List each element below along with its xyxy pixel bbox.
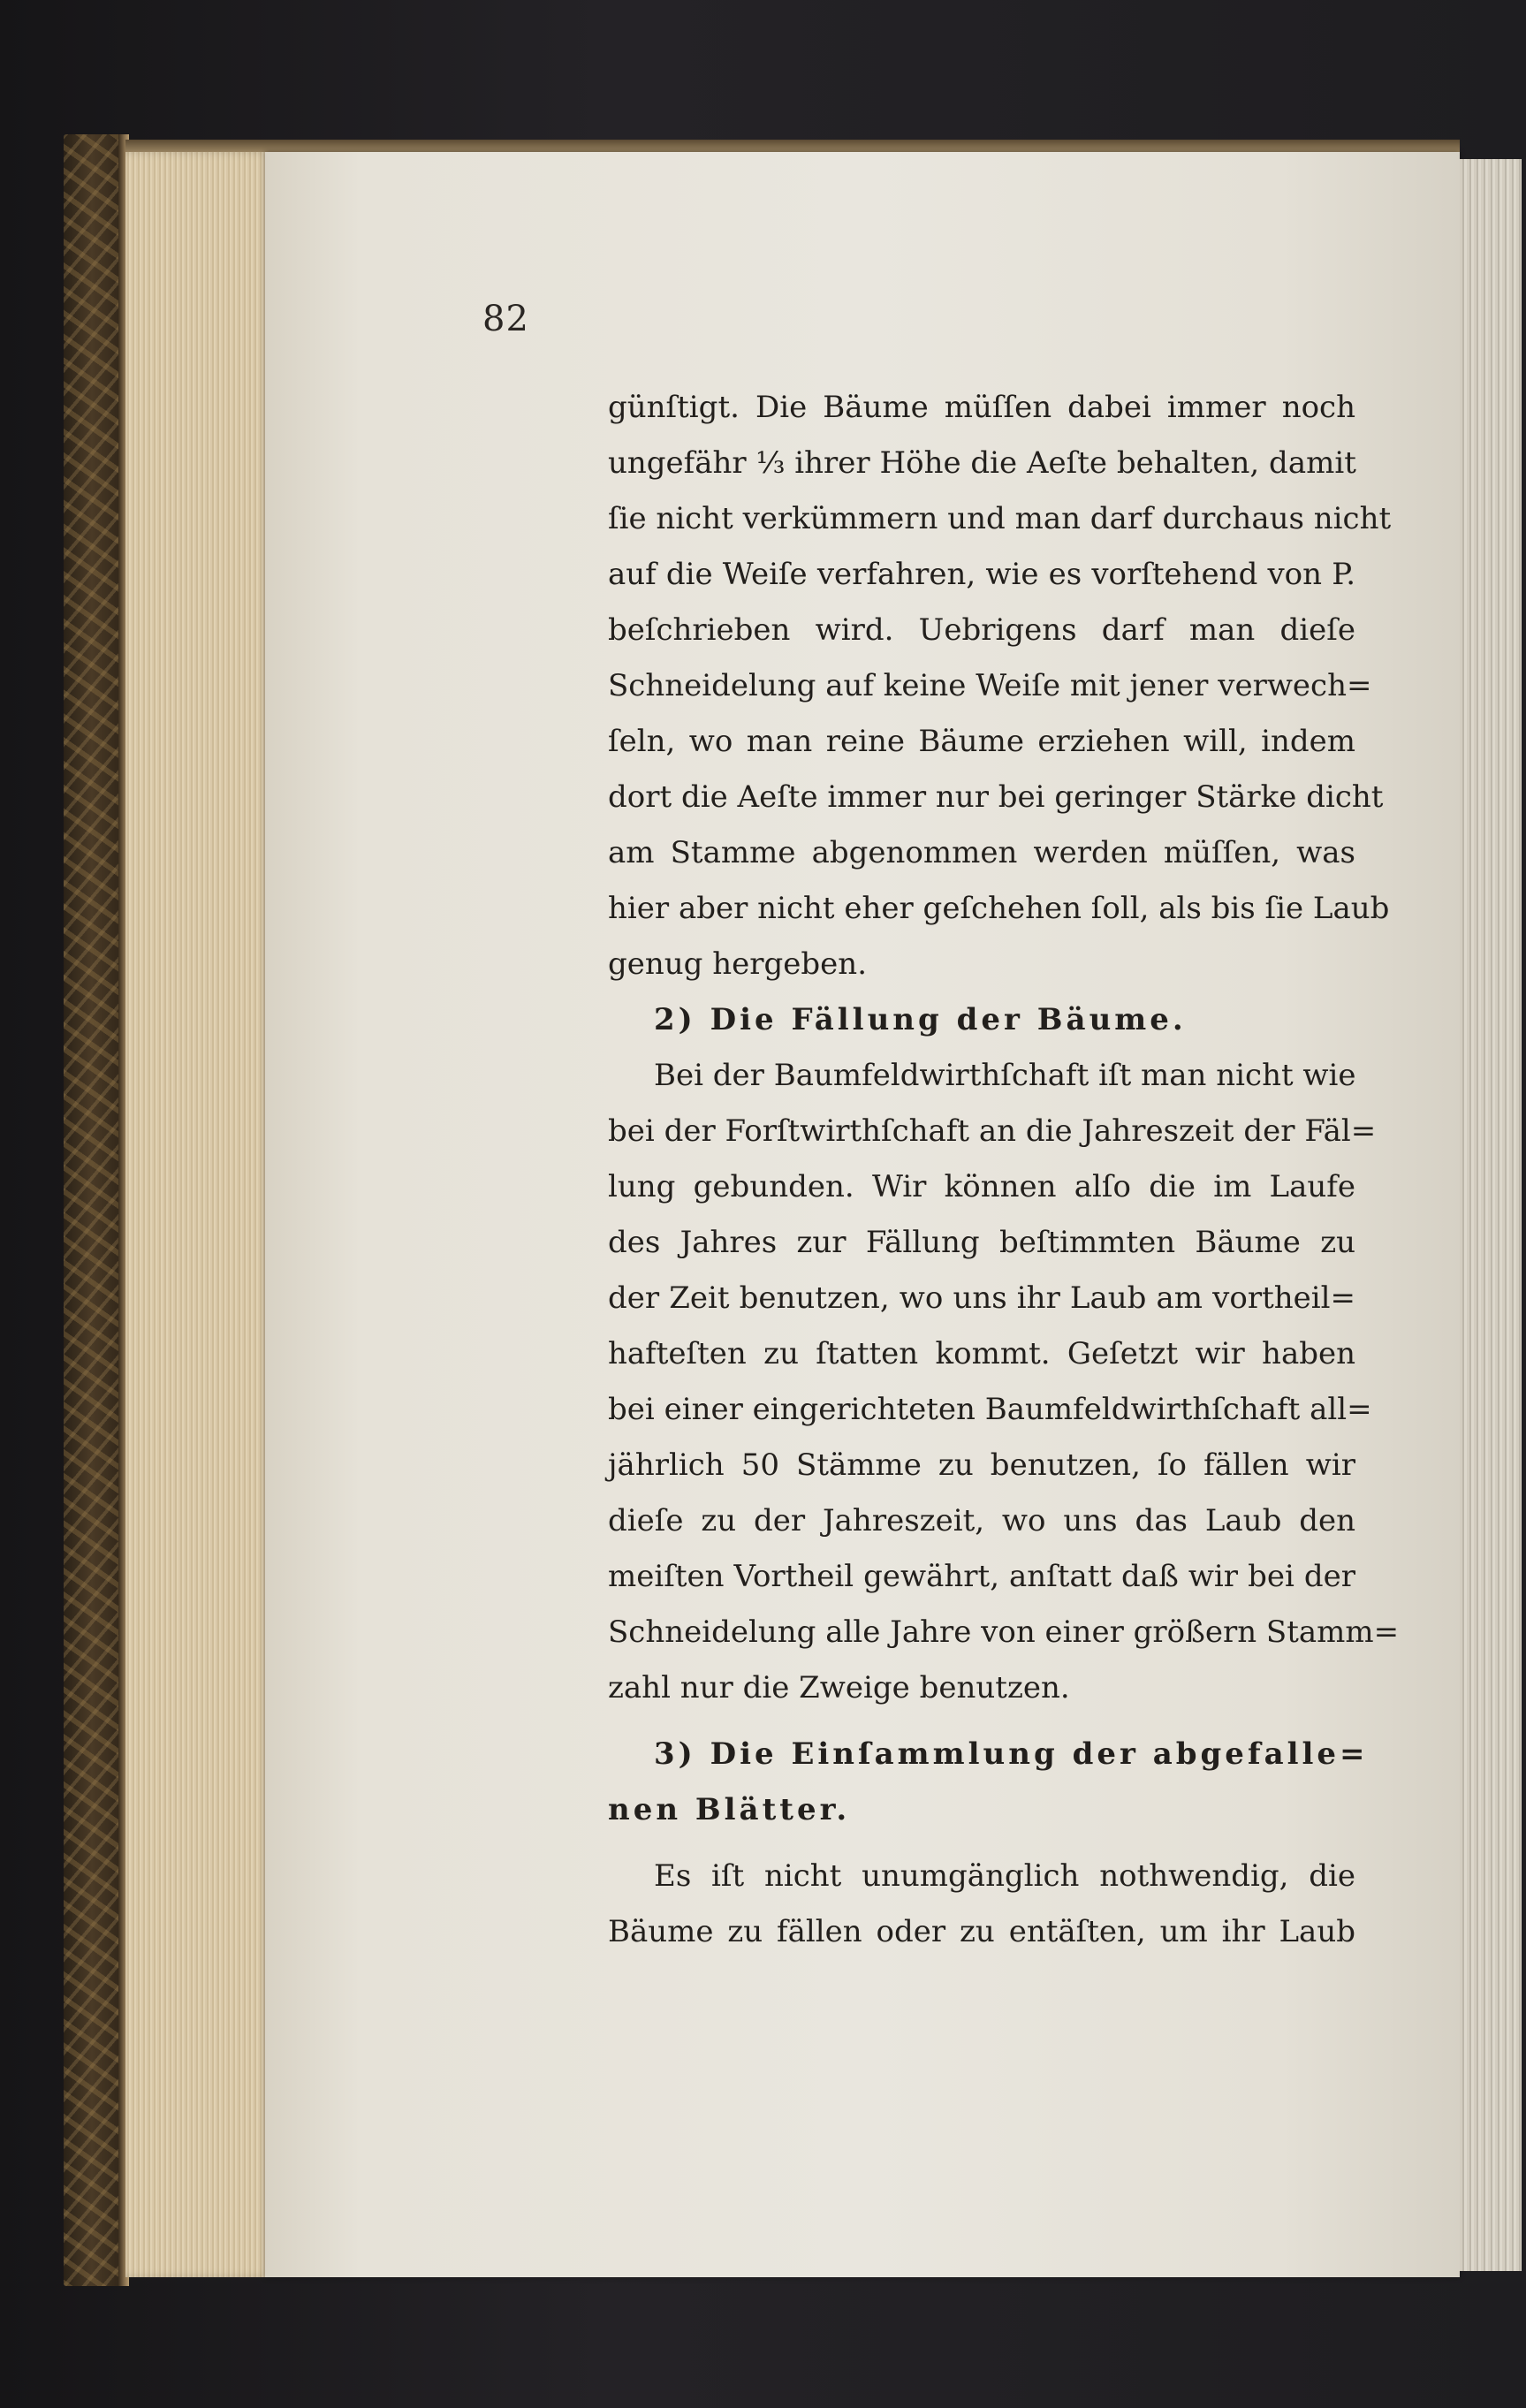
text-line: Es iſt nicht unumgänglich nothwendig, die	[654, 1858, 1355, 1894]
marbled-cover	[64, 134, 125, 2286]
text-line: hier aber nicht eher geſchehen ſoll, als bis ſie Laub	[608, 891, 1390, 926]
text-line: meiſten Vortheil gewährt, anſtatt daß wir bei der	[608, 1559, 1355, 1594]
text-line: am Stamme abgenommen werden müſſen, was	[608, 835, 1355, 870]
text-line: ungefähr ⅓ ihrer Höhe die Aeſte behalten, damit	[608, 445, 1356, 481]
section-heading: 3) Die Einſammlung der abgefalle=	[654, 1736, 1369, 1772]
text-line: des Jahres zur Fällung beſtimmten Bäume zu	[608, 1225, 1355, 1260]
text-line: ſie nicht verkümmern und man darf durchaus nicht	[608, 501, 1392, 536]
text-line: dieſe zu der Jahreszeit, wo uns das Laub den	[608, 1503, 1355, 1538]
text-line: beſchrieben wird. Uebrigens darf man dieſe	[608, 612, 1355, 648]
text-line: ſeln, wo man reine Bäume erziehen will, indem	[608, 724, 1355, 759]
text-line: Bäume zu fällen oder zu entäſten, um ihr Laub	[608, 1914, 1355, 1949]
text-line: Bei der Baumfeldwirthſchaft iſt man nicht wie	[654, 1058, 1356, 1093]
page-stack-left	[125, 152, 276, 2277]
text-line: genug hergeben.	[608, 946, 868, 982]
text-line: der Zeit benutzen, wo uns ihr Laub am vortheil=	[608, 1280, 1355, 1316]
section-heading: nen Blätter.	[608, 1792, 851, 1827]
section-heading: 2) Die Fällung der Bäume.	[654, 1002, 1187, 1037]
text-line: günſtigt. Die Bäume müſſen dabei immer noch	[608, 390, 1355, 425]
text-line: bei einer eingerichteten Baumfeldwirthſchaft all=	[608, 1392, 1372, 1427]
text-line: zahl nur die Zweige benutzen.	[608, 1670, 1070, 1705]
text-line: Schneidelung auf keine Weiſe mit jener verwech=	[608, 668, 1372, 703]
page-text	[608, 380, 1400, 1960]
page-stack-right	[1460, 159, 1522, 2271]
text-line: dort die Aeſte immer nur bei geringer Stärke dicht	[608, 779, 1384, 815]
spacer	[608, 1716, 1355, 1727]
text-line: auf die Weiſe verfahren, wie es vorſtehend von P.	[608, 557, 1355, 592]
spacer	[608, 1838, 1355, 1849]
text-line: lung gebunden. Wir können alſo die im Laufe	[608, 1169, 1355, 1204]
text-line: jährlich 50 Stämme zu benutzen, ſo fällen wir	[608, 1447, 1355, 1483]
page-number: 82	[482, 299, 529, 339]
text-line: bei der Forſtwirthſchaft an die Jahreszeit der Fäl=	[608, 1113, 1377, 1149]
text-line: Schneidelung alle Jahre von einer größern Stamm=	[608, 1614, 1400, 1650]
text-line: hafteſten zu ſtatten kommt. Geſetzt wir haben	[608, 1336, 1355, 1371]
